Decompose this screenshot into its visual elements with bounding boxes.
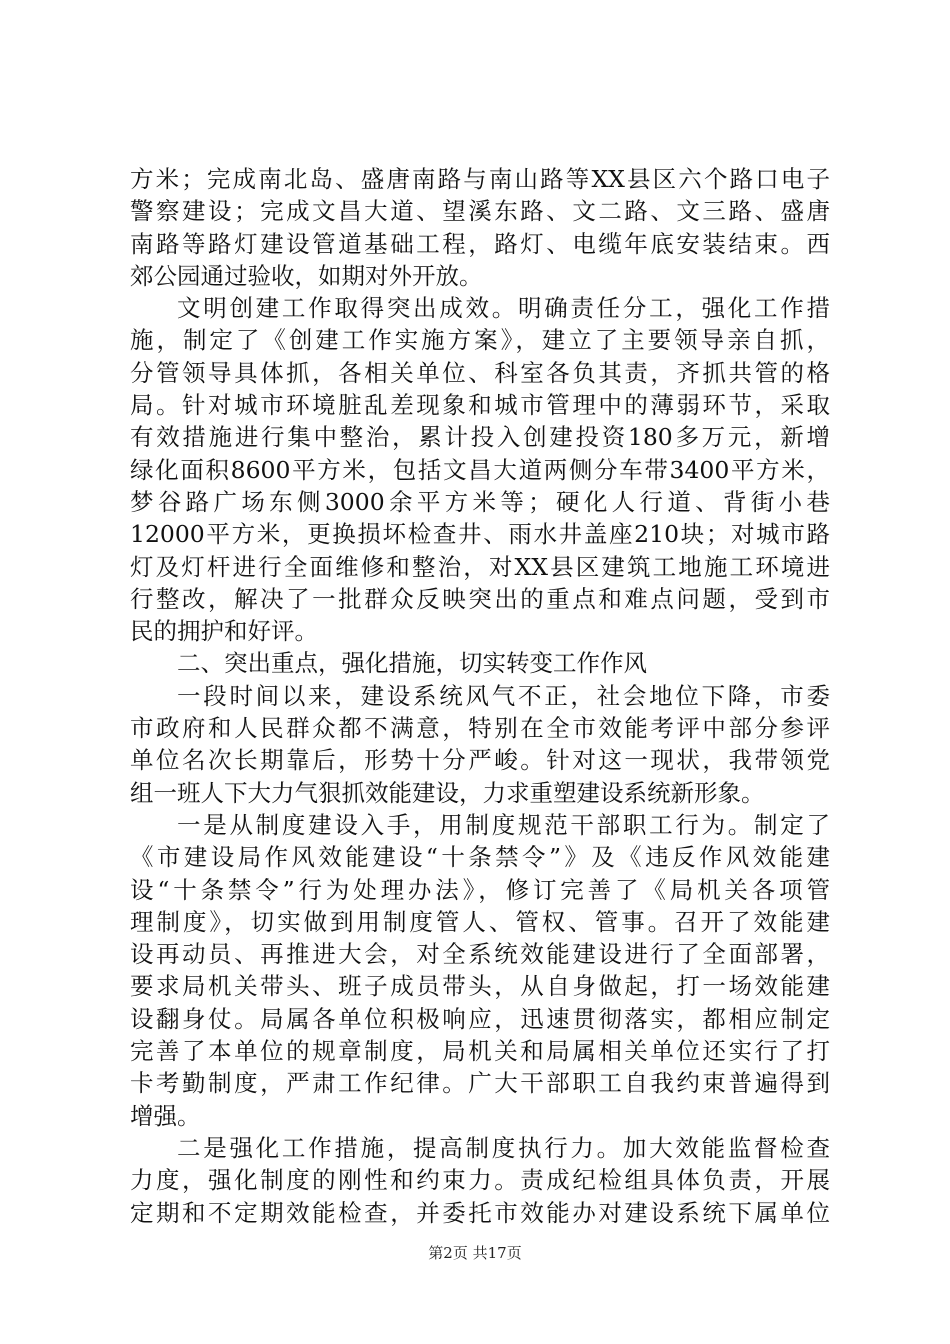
text-line: 定期和不定期效能检查，并委托市效能办对建设系统下属单位: [130, 1198, 830, 1227]
text-line: 文明创建工作取得突出成效。明确责任分工，强化工作措: [177, 294, 830, 323]
text-line: 民的拥护和好评。: [130, 617, 318, 646]
text-line: 梦谷路广场东侧3000余平方米等；硬化人行道、背街小巷: [130, 487, 830, 516]
text-line: 南路等路灯建设管道基础工程，路灯、电缆年底安装结束。西: [130, 229, 830, 258]
text-line: 设再动员、再推进大会，对全系统效能建设进行了全面部署，: [130, 940, 830, 969]
text-line: 郊公园通过验收，如期对外开放。: [130, 261, 483, 290]
text-line: 增强。: [130, 1101, 201, 1130]
text-line: 二是强化工作措施，提高制度执行力。加大效能监督检查: [177, 1133, 830, 1162]
text-line: 单位名次长期靠后，形势十分严峻。针对这一现状，我带领党: [130, 746, 830, 775]
text-line: 市政府和人民群众都不满意，特别在全市效能考评中部分参评: [130, 714, 830, 743]
text-line: 有效措施进行集中整治，累计投入创建投资180多万元，新增: [130, 423, 830, 452]
text-line: 行整改，解决了一批群众反映突出的重点和难点问题，受到市: [130, 584, 830, 613]
document-body: [130, 163, 830, 1229]
text-line: 要求局机关带头、班子成员带头，从自身做起，打一场效能建: [130, 972, 830, 1001]
text-line: 一是从制度建设入手，用制度规范干部职工行为。制定了: [177, 810, 830, 839]
text-line: 局。针对城市环境脏乱差现象和城市管理中的薄弱环节，采取: [130, 391, 830, 420]
text-line: 组一班人下大力气狠抓效能建设，力求重塑建设系统新形象。: [130, 778, 765, 807]
text-line: 一段时间以来，建设系统风气不正，社会地位下降，市委: [177, 681, 830, 710]
text-line: 二、突出重点，强化措施，切实转变工作作风: [177, 649, 647, 678]
text-line: 完善了本单位的规章制度，局机关和局属相关单位还实行了打: [130, 1037, 830, 1066]
text-line: 理制度》，切实做到用制度管人、管权、管事。召开了效能建: [130, 907, 830, 936]
text-line: 设翻身仗。局属各单位积极响应，迅速贯彻落实，都相应制定: [130, 1004, 830, 1033]
text-line: 警察建设；完成文昌大道、望溪东路、文二路、文三路、盛唐: [130, 197, 830, 226]
text-line: 施，制定了《创建工作实施方案》，建立了主要领导亲自抓，: [130, 326, 830, 355]
text-line: 绿化面积8600平方米，包括文昌大道两侧分车带3400平方米，: [130, 455, 830, 484]
text-line: 设“十条禁令”行为处理办法》，修订完善了《局机关各项管: [130, 875, 830, 904]
text-line: 分管领导具体抓，各相关单位、科室各负其责，齐抓共管的格: [130, 358, 830, 387]
text-line: 力度，强化制度的刚性和约束力。责成纪检组具体负责，开展: [130, 1166, 830, 1195]
text-line: 卡考勤制度，严肃工作纪律。广大干部职工自我约束普遍得到: [130, 1069, 830, 1098]
text-line: 《市建设局作风效能建设“十条禁令”》及《违反作风效能建: [130, 843, 830, 872]
text-line: 方米；完成南北岛、盛唐南路与南山路等XX县区六个路口电子: [130, 165, 830, 193]
text-line: 12000平方米，更换损坏检查井、雨水井盖座210块；对城市路: [130, 520, 830, 549]
page-number-footer: 第2页 共17页: [428, 1244, 522, 1262]
text-line: 灯及灯杆进行全面维修和整治，对XX县区建筑工地施工环境进: [130, 552, 830, 581]
